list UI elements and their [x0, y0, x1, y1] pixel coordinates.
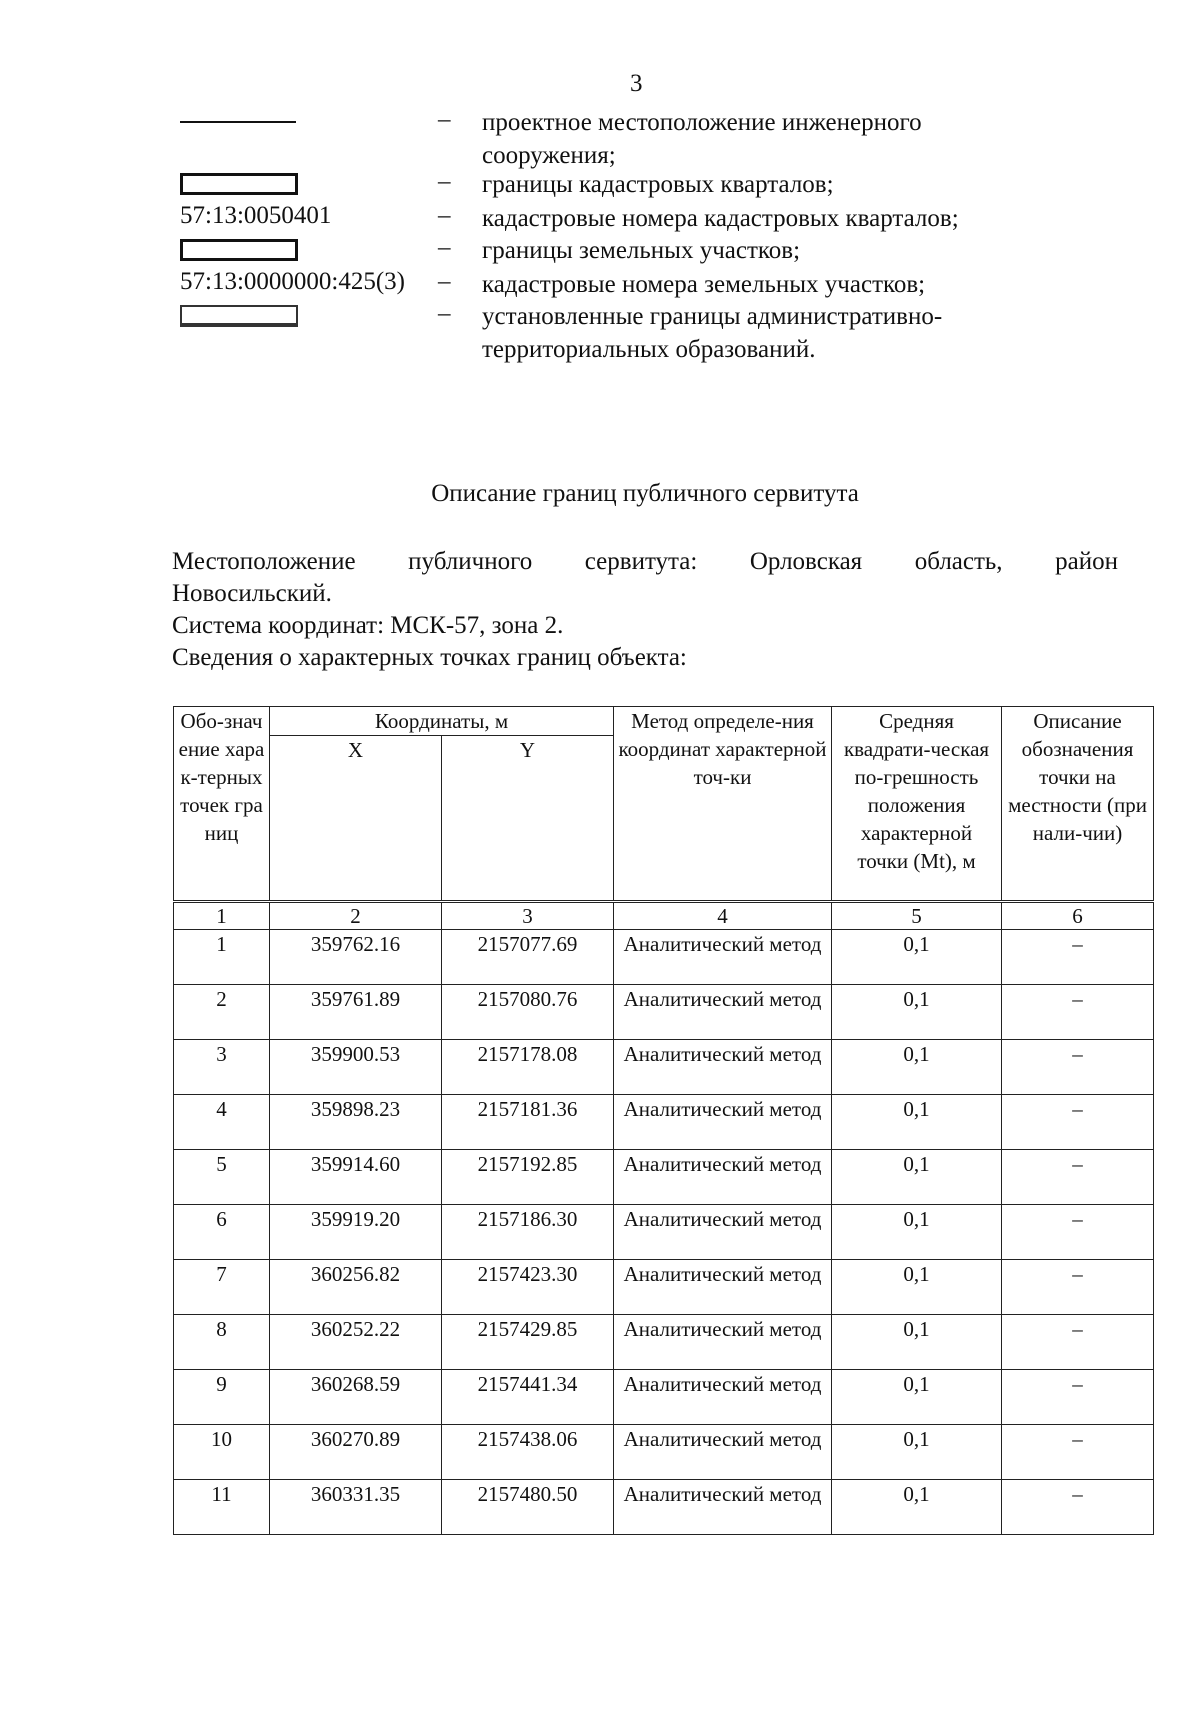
legend-boundary-symbol: [180, 173, 298, 195]
table-row: [174, 1370, 1154, 1425]
location-word: Местоположение: [172, 548, 356, 575]
point-description-cell: –: [1002, 930, 1154, 985]
method-cell: Аналитический метод: [614, 930, 832, 985]
point-number-cell: 7: [174, 1260, 270, 1315]
y-coordinate-cell: 2157480.50: [442, 1480, 614, 1535]
x-coordinate-cell: 360268.59: [270, 1370, 442, 1425]
point-description-cell: –: [1002, 1205, 1154, 1260]
y-coordinate-cell: 2157423.30: [442, 1260, 614, 1315]
mean-error-cell: 0,1: [832, 930, 1002, 985]
page-number: 3: [630, 70, 643, 97]
x-coordinate-cell: 359762.16: [270, 930, 442, 985]
x-coordinate-cell: 359919.20: [270, 1205, 442, 1260]
mean-error-cell: 0,1: [832, 1260, 1002, 1315]
y-coordinate-cell: 2157192.85: [442, 1150, 614, 1205]
legend-row: [0, 268, 1200, 302]
header-description: Описание обозначения точки на местности (при нали-чии): [1002, 707, 1154, 902]
legend-description: границы земельных участков;: [482, 237, 801, 264]
point-description-cell: –: [1002, 1425, 1154, 1480]
legend-dash: –: [438, 168, 451, 195]
mean-error-cell: 0,1: [832, 1040, 1002, 1095]
location-word: район: [1055, 548, 1118, 575]
location-word: сервитута:: [584, 548, 698, 575]
x-coordinate-cell: 359900.53: [270, 1040, 442, 1095]
table-row: [174, 1040, 1154, 1095]
location-continuation: Новосильский.: [172, 580, 332, 607]
x-coordinate-cell: 360252.22: [270, 1315, 442, 1370]
header-error: Средняя квадрати-ческая по-грешность положения характерной точки (Mt), м: [832, 707, 1002, 902]
legend-dash: –: [438, 234, 451, 261]
column-number: 6: [1002, 902, 1154, 930]
legend-symbol-text: 57:13:0000000:425(3): [180, 268, 405, 295]
x-coordinate-cell: 359761.89: [270, 985, 442, 1040]
column-number: 2: [270, 902, 442, 930]
method-cell: Аналитический метод: [614, 1040, 832, 1095]
mean-error-cell: 0,1: [832, 1315, 1002, 1370]
method-cell: Аналитический метод: [614, 1315, 832, 1370]
column-numbers-row: [174, 902, 1154, 930]
column-number: 5: [832, 902, 1002, 930]
legend-line-symbol: [180, 121, 296, 123]
table-row: [174, 1425, 1154, 1480]
point-number-cell: 8: [174, 1315, 270, 1370]
method-cell: Аналитический метод: [614, 1095, 832, 1150]
legend-row: [0, 106, 1200, 169]
legend-description: проектное местоположение инженерного сооружения;: [482, 109, 922, 169]
mean-error-cell: 0,1: [832, 1370, 1002, 1425]
column-number: 4: [614, 902, 832, 930]
legend-boundary-symbol: [180, 305, 298, 327]
mean-error-cell: 0,1: [832, 1480, 1002, 1535]
point-number-cell: 5: [174, 1150, 270, 1205]
column-number: 3: [442, 902, 614, 930]
point-number-cell: 1: [174, 930, 270, 985]
legend-symbol-text: 57:13:0050401: [180, 202, 332, 229]
x-coordinate-cell: 360256.82: [270, 1260, 442, 1315]
legend-description: установленные границы административно-территориальных образований.: [482, 303, 943, 363]
points-intro: Сведения о характерных точках границ объекта:: [172, 644, 687, 671]
method-cell: Аналитический метод: [614, 1425, 832, 1480]
legend-dash: –: [438, 202, 451, 229]
mean-error-cell: 0,1: [832, 1095, 1002, 1150]
method-cell: Аналитический метод: [614, 985, 832, 1040]
legend-row: [0, 300, 1200, 363]
y-coordinate-cell: 2157441.34: [442, 1370, 614, 1425]
method-cell: Аналитический метод: [614, 1370, 832, 1425]
boundary-points-table: [173, 706, 1154, 1535]
location-line: [172, 546, 1118, 578]
point-number-cell: 10: [174, 1425, 270, 1480]
header-coordinates: Координаты, м: [270, 707, 614, 736]
location-word: Орловская: [749, 548, 863, 575]
point-description-cell: –: [1002, 1370, 1154, 1425]
legend-boundary-symbol: [180, 239, 298, 261]
header-method: Метод определе-ния координат характерной точ-ки: [614, 707, 832, 902]
legend-row: [0, 234, 1200, 268]
table-row: [174, 985, 1154, 1040]
mean-error-cell: 0,1: [832, 985, 1002, 1040]
y-coordinate-cell: 2157181.36: [442, 1095, 614, 1150]
point-number-cell: 11: [174, 1480, 270, 1535]
legend-description: кадастровые номера земельных участков;: [482, 271, 926, 298]
legend-description: кадастровые номера кадастровых кварталов;: [482, 205, 959, 232]
point-description-cell: –: [1002, 985, 1154, 1040]
mean-error-cell: 0,1: [832, 1150, 1002, 1205]
point-description-cell: –: [1002, 1040, 1154, 1095]
point-number-cell: 3: [174, 1040, 270, 1095]
method-cell: Аналитический метод: [614, 1480, 832, 1535]
y-coordinate-cell: 2157186.30: [442, 1205, 614, 1260]
point-number-cell: 2: [174, 985, 270, 1040]
point-description-cell: –: [1002, 1150, 1154, 1205]
x-coordinate-cell: 360270.89: [270, 1425, 442, 1480]
coordinate-system: Система координат: МСК-57, зона 2.: [172, 612, 564, 639]
point-number-cell: 9: [174, 1370, 270, 1425]
legend-dash: –: [438, 268, 451, 295]
column-number: 1: [174, 902, 270, 930]
point-description-cell: –: [1002, 1260, 1154, 1315]
location-word: область,: [914, 548, 1003, 575]
table-row: [174, 1150, 1154, 1205]
y-coordinate-cell: 2157080.76: [442, 985, 614, 1040]
x-coordinate-cell: 359898.23: [270, 1095, 442, 1150]
point-description-cell: –: [1002, 1315, 1154, 1370]
table-row: [174, 930, 1154, 985]
x-coordinate-cell: 359914.60: [270, 1150, 442, 1205]
method-cell: Аналитический метод: [614, 1150, 832, 1205]
method-cell: Аналитический метод: [614, 1205, 832, 1260]
legend-description: границы кадастровых кварталов;: [482, 171, 834, 198]
point-description-cell: –: [1002, 1480, 1154, 1535]
point-number-cell: 6: [174, 1205, 270, 1260]
table-row: [174, 1260, 1154, 1315]
legend-dash: –: [438, 106, 451, 133]
x-coordinate-cell: 360331.35: [270, 1480, 442, 1535]
header-x: X: [270, 736, 442, 902]
table-row: [174, 1095, 1154, 1150]
header-y: Y: [442, 736, 614, 902]
legend-row: [0, 168, 1200, 202]
mean-error-cell: 0,1: [832, 1425, 1002, 1480]
header-designation: Обо-значение харак-терных точек границ: [174, 707, 270, 902]
point-number-cell: 4: [174, 1095, 270, 1150]
legend-row: [0, 202, 1200, 236]
location-word: публичного: [408, 548, 533, 575]
y-coordinate-cell: 2157429.85: [442, 1315, 614, 1370]
table-row: [174, 1205, 1154, 1260]
mean-error-cell: 0,1: [832, 1205, 1002, 1260]
point-description-cell: –: [1002, 1095, 1154, 1150]
legend-dash: –: [438, 300, 451, 327]
section-title: Описание границ публичного сервитута: [431, 480, 859, 507]
y-coordinate-cell: 2157178.08: [442, 1040, 614, 1095]
y-coordinate-cell: 2157438.06: [442, 1425, 614, 1480]
method-cell: Аналитический метод: [614, 1260, 832, 1315]
y-coordinate-cell: 2157077.69: [442, 930, 614, 985]
table-row: [174, 1480, 1154, 1535]
table-row: [174, 1315, 1154, 1370]
